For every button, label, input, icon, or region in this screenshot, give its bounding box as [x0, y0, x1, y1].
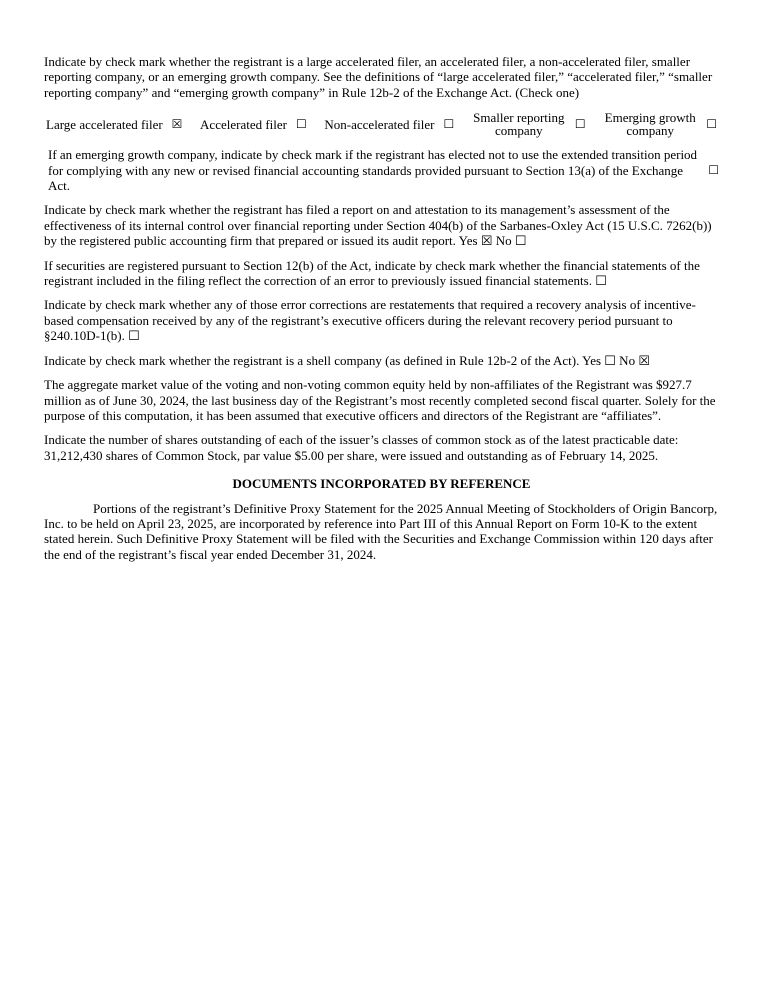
icfr-attestation-paragraph: Indicate by check mark whether the registrant has filed a report on and attestation to its management’s assessment of the effectiveness of its internal control over financial reporting under Section 404(b) of the Sarbanes-Oxley Act (15 U.S.C. 7262(b)) by the registered public accounting firm that prepared or issued its audit report. Yes ☒ No ☐	[44, 202, 712, 249]
checkbox-empty-icon: ☐	[296, 117, 307, 132]
filer-status-intro-paragraph: Indicate by check mark whether the registrant is a large accelerated filer, an accelerated filer, a non-accelerated filer, smaller reporting company, or an emerging growth company. See the definitions of “large accelerated filer,” “accelerated filer,” “smaller reporting company” and “emerging growth company” in Rule 12b-2 of the Exchange Act. (Check one)	[44, 54, 713, 100]
documents-incorporated-paragraph: Portions of the registrant’s Definitive Proxy Statement for the 2025 Annual Meeting of Stockholders of Origin Bancorp, Inc. to be held on April 23, 2025, are incorporated by reference into Part III of this Annual Report on Form 10-K to the extent stated herein. Such Definitive Proxy Statement will be filed with the Securities and Exchange Commission within 120 days after the end of the registrant’s fiscal year ended December 31, 2024.	[44, 500, 718, 562]
error-correction-paragraph: If securities are registered pursuant to Section 12(b) of the Act, indicate by check mark whether the financial statements of the registrant included in the filing reflect the correction of an error to previously issued financial statements. ☐	[44, 257, 700, 289]
filer-option-smaller-reporting	[472, 111, 586, 137]
filer-status-row	[46, 111, 717, 137]
shares-outstanding-paragraph: Indicate the number of shares outstanding of each of the issuer’s classes of common stock as of the latest practicable date: 31,212,430 shares of Common Stock, par value $5.00 per share, were issued and outstanding as of February 14, 2025.	[44, 432, 679, 463]
restatement-recovery-paragraph: Indicate by check mark whether any of those error corrections are restatements that required a recovery analysis of incentive-based compensation received by any of the registrant’s executive officers during the relevant recovery period pursuant to §240.10D-1(b). ☐	[44, 297, 696, 344]
aggregate-market-value-paragraph: The aggregate market value of the voting and non-voting common equity held by non-affiliates of the Registrant was $927.7 million as of June 30, 2024, the last business day of the Registrant’s most recently completed second fiscal quarter. Solely for the purpose of this computation, it has been assumed that executive officers and directors of the Registrant are “affiliates”.	[44, 377, 716, 423]
filer-option-label: Smaller reporting company	[473, 110, 565, 139]
filer-option-emerging-growth	[603, 111, 717, 137]
filer-option-non-accelerated	[324, 118, 454, 131]
filer-option-large-accelerated	[46, 118, 182, 131]
checkbox-empty-icon: ☐	[708, 163, 719, 178]
checkbox-empty-icon: ☐	[574, 117, 586, 132]
documents-incorporated-heading: DOCUMENTS INCORPORATED BY REFERENCE	[232, 476, 531, 492]
shell-company-paragraph: Indicate by check mark whether the registrant is a shell company (as defined in Rule 12b-2 of the Act). Yes ☐ No ☒	[44, 352, 650, 368]
checkbox-checked-icon: ☒	[171, 117, 183, 132]
checkbox-empty-icon: ☐	[706, 117, 717, 132]
filer-option-label: Large accelerated filer	[46, 116, 163, 132]
emerging-growth-transition-paragraph: If an emerging growth company, indicate by check mark if the registrant has elected not to use the extended transition period for complying with any new or revised financial accounting standards provided pursuant to Section 13(a) of the Exchange Act.	[48, 147, 698, 194]
checkbox-empty-icon: ☐	[443, 117, 455, 132]
emerging-growth-transition-block	[44, 147, 719, 193]
filer-option-label: Non-accelerated filer	[324, 116, 435, 132]
filer-option-label: Emerging growth company	[604, 110, 696, 139]
filer-option-accelerated	[200, 118, 307, 131]
filer-option-label: Accelerated filer	[200, 116, 288, 132]
